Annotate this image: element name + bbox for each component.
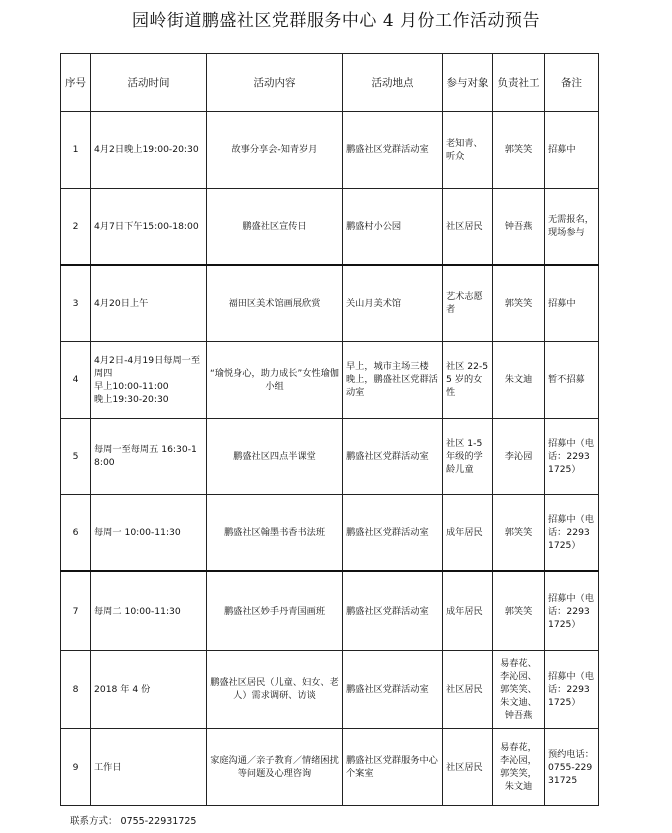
row-content: 鹏盛社区居民（儿童、妇女、老人）需求调研、访谈 (207, 650, 343, 729)
row-audience: 社区 22-55 岁的女性 (443, 341, 493, 418)
row-notes: 招募中 (545, 265, 599, 342)
row-staff: 李沁园 (493, 418, 545, 495)
row-time: 2018 年 4 份 (91, 650, 207, 729)
row-staff: 郭笑笑 (493, 571, 545, 650)
row-staff: 易春花，李沁园，郭笑笑，朱文迪 (493, 729, 545, 806)
row-location: 鹏盛社区党群活动室 (343, 495, 443, 572)
page-title: 园岭街道鹏盛社区党群服务中心 4 月份工作活动预告 (131, 11, 541, 31)
row-location: 鹏盛村小公园 (343, 188, 443, 265)
row-location: 关山月美术馆 (343, 265, 443, 342)
row-num: 5 (61, 418, 91, 495)
row-audience: 艺术志愿者 (443, 265, 493, 342)
activity-schedule-table (60, 53, 599, 806)
row-notes: 预约电话：0755-22931725 (545, 729, 599, 806)
row-staff: 郭笑笑 (493, 495, 545, 572)
row-notes: 招募中（电话：22931725） (545, 495, 599, 572)
table-row (61, 265, 599, 342)
row-audience: 社区 1-5 年级的学龄儿童 (443, 418, 493, 495)
row-time: 每周二 10:00-11:30 (91, 571, 207, 650)
row-num: 9 (61, 729, 91, 806)
header-audience: 参与对象 (443, 54, 493, 112)
row-time: 4月2日晚上19:00-20:30 (91, 112, 207, 189)
row-audience: 社区居民 (443, 729, 493, 806)
row-staff: 郭笑笑 (493, 112, 545, 189)
header-content: 活动内容 (207, 54, 343, 112)
row-time: 4月20日上午 (91, 265, 207, 342)
row-content: 鹏盛社区妙手丹青国画班 (207, 571, 343, 650)
row-location: 鹏盛社区党群活动室 (343, 571, 443, 650)
row-num: 1 (61, 112, 91, 189)
header-staff: 负责社工 (493, 54, 545, 112)
row-content: 福田区美术馆画展欣赏 (207, 265, 343, 342)
contact-footer: 联系方式： 0755-22931725 (70, 816, 197, 827)
table-row (61, 729, 599, 806)
row-notes: 招募中（电话：22931725） (545, 418, 599, 495)
row-audience: 成年居民 (443, 495, 493, 572)
table-row (61, 650, 599, 729)
row-content: “瑜悦身心，助力成长”女性瑜伽小组 (207, 341, 343, 418)
row-location: 鹏盛社区党群活动室 (343, 650, 443, 729)
row-time: 每周一至每周五 16:30-18:00 (91, 418, 207, 495)
table-row (61, 418, 599, 495)
row-location: 鹏盛社区党群活动室 (343, 418, 443, 495)
row-notes: 招募中 (545, 112, 599, 189)
header-location: 活动地点 (343, 54, 443, 112)
row-content: 故事分享会-知青岁月 (207, 112, 343, 189)
row-num: 7 (61, 571, 91, 650)
row-time: 4月2日-4月19日每周一至周四 早上10:00-11:00 晚上19:30-20:30 (91, 341, 207, 418)
row-staff: 易春花、李沁园、郭笑笑、朱文迪、钟吾燕 (493, 650, 545, 729)
row-location: 鹏盛社区党群服务中心个案室 (343, 729, 443, 806)
row-location: 鹏盛社区党群活动室 (343, 112, 443, 189)
row-notes: 招募中（电话：22931725） (545, 571, 599, 650)
row-num: 8 (61, 650, 91, 729)
row-num: 3 (61, 265, 91, 342)
table-header-row (61, 54, 599, 112)
table-row (61, 341, 599, 418)
row-audience: 社区居民 (443, 650, 493, 729)
row-location: 早上，城市主场三楼 晚上，鹏盛社区党群活动室 (343, 341, 443, 418)
row-content: 鹏盛社区宣传日 (207, 188, 343, 265)
row-content: 家庭沟通／亲子教育／情绪困扰等问题及心理咨询 (207, 729, 343, 806)
row-staff: 钟吾燕 (493, 188, 545, 265)
header-num: 序号 (61, 54, 91, 112)
table-row (61, 571, 599, 650)
row-staff: 朱文迪 (493, 341, 545, 418)
header-notes: 备注 (545, 54, 599, 112)
row-notes: 招募中（电话：22931725） (545, 650, 599, 729)
row-audience: 老知青、听众 (443, 112, 493, 189)
row-time: 工作日 (91, 729, 207, 806)
table-row (61, 112, 599, 189)
row-staff: 郭笑笑 (493, 265, 545, 342)
row-time: 每周一 10:00-11:30 (91, 495, 207, 572)
row-time: 4月7日下午15:00-18:00 (91, 188, 207, 265)
row-content: 鹏盛社区四点半课堂 (207, 418, 343, 495)
row-num: 4 (61, 341, 91, 418)
row-num: 6 (61, 495, 91, 572)
row-audience: 成年居民 (443, 571, 493, 650)
row-content: 鹏盛社区翰墨书香书法班 (207, 495, 343, 572)
table-row (61, 495, 599, 572)
row-audience: 社区居民 (443, 188, 493, 265)
row-num: 2 (61, 188, 91, 265)
row-notes: 无需报名，现场参与 (545, 188, 599, 265)
row-notes: 暂不招募 (545, 341, 599, 418)
table-row (61, 188, 599, 265)
header-time: 活动时间 (91, 54, 207, 112)
